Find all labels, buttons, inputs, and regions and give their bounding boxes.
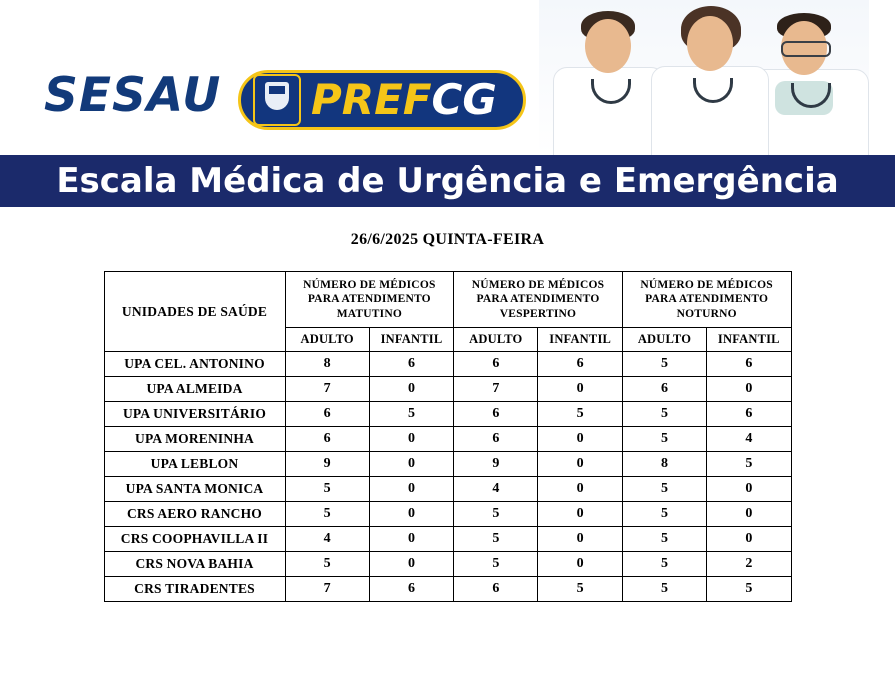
medical-team-photo xyxy=(539,0,869,155)
cell-afternoon-adult: 9 xyxy=(454,452,538,477)
column-header-night: NÚMERO DE MÉDICOS PARA ATENDIMENTO NOTURNO xyxy=(622,272,791,328)
cell-night-child: 0 xyxy=(707,477,791,502)
cell-night-adult: 5 xyxy=(622,352,706,377)
unit-name: CRS AERO RANCHO xyxy=(104,502,285,527)
schedule-date: 26/6/2025 QUINTA-FEIRA xyxy=(350,231,545,248)
nurse-center-figure xyxy=(643,0,773,155)
cell-night-child: 0 xyxy=(707,527,791,552)
cell-afternoon-adult: 6 xyxy=(454,427,538,452)
cell-afternoon-adult: 5 xyxy=(454,552,538,577)
page-title: Escala Médica de Urgência e Emergência xyxy=(56,161,839,201)
unit-name: UPA LEBLON xyxy=(104,452,285,477)
cell-morning-child: 0 xyxy=(369,477,453,502)
unit-name: UPA ALMEIDA xyxy=(104,377,285,402)
cell-morning-child: 6 xyxy=(369,352,453,377)
cell-morning-adult: 5 xyxy=(285,502,369,527)
cell-night-adult: 5 xyxy=(622,477,706,502)
subheader-night-adult: ADULTO xyxy=(622,328,706,352)
subheader-afternoon-adult: ADULTO xyxy=(454,328,538,352)
cell-afternoon-adult: 6 xyxy=(454,577,538,602)
cell-afternoon-adult: 6 xyxy=(454,352,538,377)
table-header-row-shifts xyxy=(104,272,791,328)
schedule-table-body xyxy=(104,352,791,602)
cell-morning-adult: 5 xyxy=(285,552,369,577)
cell-morning-child: 0 xyxy=(369,552,453,577)
subheader-night-child: INFANTIL xyxy=(707,328,791,352)
prefcg-wordmark xyxy=(311,75,497,124)
cell-afternoon-adult: 6 xyxy=(454,402,538,427)
cell-night-child: 6 xyxy=(707,352,791,377)
cell-afternoon-adult: 4 xyxy=(454,477,538,502)
cell-morning-child: 0 xyxy=(369,527,453,552)
unit-name: UPA UNIVERSITÁRIO xyxy=(104,402,285,427)
cell-afternoon-child: 0 xyxy=(538,377,622,402)
column-header-units: UNIDADES DE SAÚDE xyxy=(104,272,285,352)
coat-of-arms-icon xyxy=(253,74,301,126)
table-row xyxy=(104,352,791,377)
cell-night-child: 0 xyxy=(707,377,791,402)
cell-afternoon-child: 0 xyxy=(538,427,622,452)
cell-night-child: 5 xyxy=(707,577,791,602)
cell-afternoon-child: 0 xyxy=(538,527,622,552)
cell-night-adult: 8 xyxy=(622,452,706,477)
cell-morning-child: 0 xyxy=(369,502,453,527)
table-row xyxy=(104,552,791,577)
cell-afternoon-adult: 5 xyxy=(454,527,538,552)
cell-night-adult: 5 xyxy=(622,577,706,602)
cell-morning-adult: 4 xyxy=(285,527,369,552)
cell-night-adult: 5 xyxy=(622,502,706,527)
cell-afternoon-child: 5 xyxy=(538,402,622,427)
table-row xyxy=(104,502,791,527)
sesau-logo: SESAU xyxy=(44,68,222,123)
table-row xyxy=(104,427,791,452)
cell-afternoon-child: 0 xyxy=(538,502,622,527)
cell-morning-adult: 8 xyxy=(285,352,369,377)
cell-afternoon-child: 0 xyxy=(538,452,622,477)
page-title-bar xyxy=(0,155,895,207)
prefcg-cg-text: CG xyxy=(431,75,497,124)
cell-morning-child: 6 xyxy=(369,577,453,602)
unit-name: CRS COOPHAVILLA II xyxy=(104,527,285,552)
cell-morning-adult: 9 xyxy=(285,452,369,477)
table-row xyxy=(104,477,791,502)
cell-night-adult: 5 xyxy=(622,402,706,427)
cell-morning-child: 5 xyxy=(369,402,453,427)
unit-name: UPA SANTA MONICA xyxy=(104,477,285,502)
table-row xyxy=(104,402,791,427)
header-band xyxy=(0,0,895,155)
cell-night-child: 6 xyxy=(707,402,791,427)
cell-night-child: 2 xyxy=(707,552,791,577)
cell-night-adult: 5 xyxy=(622,527,706,552)
prefcg-pref-text: PREF xyxy=(311,75,432,124)
table-row xyxy=(104,377,791,402)
column-header-afternoon: NÚMERO DE MÉDICOS PARA ATENDIMENTO VESPERTINO xyxy=(454,272,623,328)
cell-morning-adult: 6 xyxy=(285,427,369,452)
column-header-morning: NÚMERO DE MÉDICOS PARA ATENDIMENTO MATUTINO xyxy=(285,272,454,328)
cell-morning-child: 0 xyxy=(369,377,453,402)
cell-night-adult: 6 xyxy=(622,377,706,402)
cell-afternoon-adult: 5 xyxy=(454,502,538,527)
cell-night-child: 0 xyxy=(707,502,791,527)
cell-night-adult: 5 xyxy=(622,552,706,577)
cell-morning-adult: 6 xyxy=(285,402,369,427)
table-row xyxy=(104,577,791,602)
cell-morning-child: 0 xyxy=(369,452,453,477)
prefcg-logo xyxy=(238,70,526,130)
cell-afternoon-child: 0 xyxy=(538,477,622,502)
subheader-morning-child: INFANTIL xyxy=(369,328,453,352)
table-row xyxy=(104,452,791,477)
subheader-afternoon-child: INFANTIL xyxy=(538,328,622,352)
cell-morning-adult: 7 xyxy=(285,377,369,402)
cell-morning-adult: 5 xyxy=(285,477,369,502)
cell-morning-adult: 7 xyxy=(285,577,369,602)
cell-afternoon-child: 0 xyxy=(538,552,622,577)
unit-name: CRS NOVA BAHIA xyxy=(104,552,285,577)
cell-night-adult: 5 xyxy=(622,427,706,452)
cell-night-child: 5 xyxy=(707,452,791,477)
schedule-table xyxy=(104,271,792,602)
unit-name: UPA MORENINHA xyxy=(104,427,285,452)
cell-afternoon-child: 5 xyxy=(538,577,622,602)
cell-afternoon-child: 6 xyxy=(538,352,622,377)
subheader-morning-adult: ADULTO xyxy=(285,328,369,352)
cell-morning-child: 0 xyxy=(369,427,453,452)
schedule-table-container xyxy=(0,271,895,602)
unit-name: UPA CEL. ANTONINO xyxy=(104,352,285,377)
cell-afternoon-adult: 7 xyxy=(454,377,538,402)
cell-night-child: 4 xyxy=(707,427,791,452)
unit-name: CRS TIRADENTES xyxy=(104,577,285,602)
table-row xyxy=(104,527,791,552)
